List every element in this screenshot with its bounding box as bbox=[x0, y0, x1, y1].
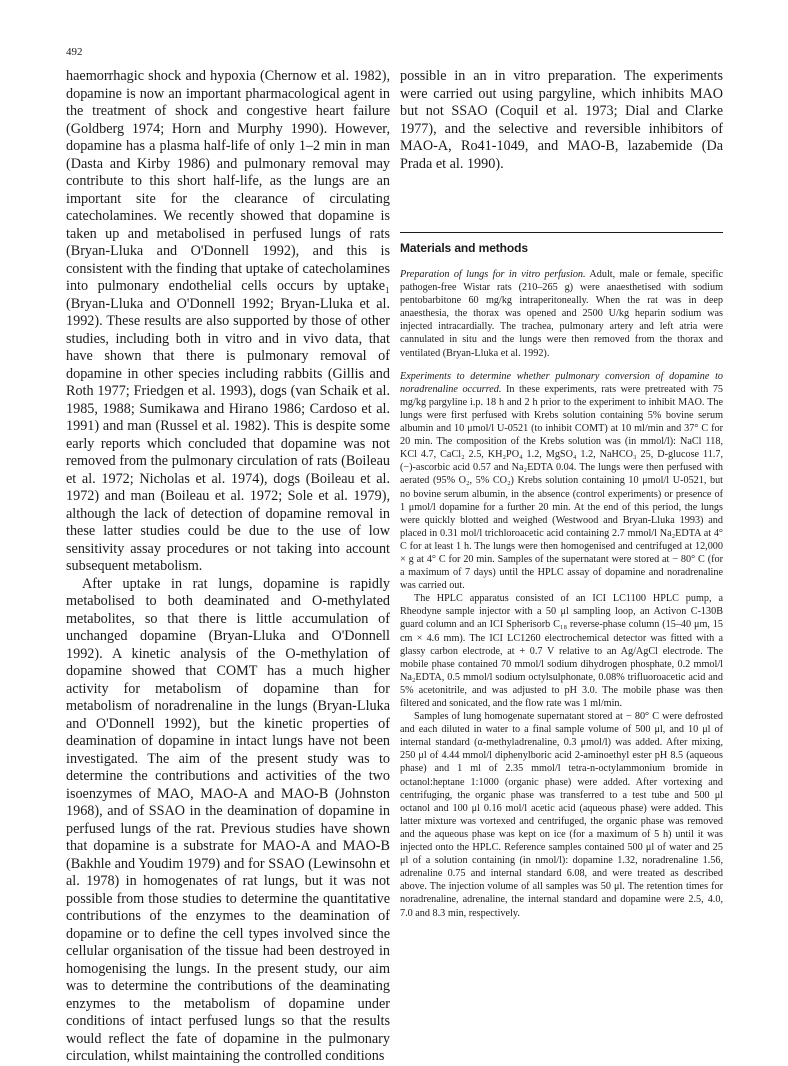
body-paragraph: After uptake in rat lungs, dopamine is rapidly metabolised to both deaminated and O-methylated metabolites, so that there is little accumulation of unchanged dopamine (Bryan-Lluka and O'Donnell 1992). A kinetic analysis of the O-methylation of dopamine showed that COMT has a much higher activity for metabolism of dopamine than for metabolism of noradrenaline in the lungs (Bryan-Lluka and O'Donnell 1992), but the kinetic properties of deamination of dopamine in intact lungs have not been investigated. The aim of the present study was to determine the contributions and activities of the two isoenzymes of MAO, MAO-A and MAO-B (Johnston 1968), and of SSAO in the deamination of dopamine in perfused lungs of the rat. Previous studies have shown that dopamine is a substrate for MAO-A and MAO-B (Bakhle and Youdim 1979) and for SSAO (Lewinsohn et al. 1978) in homogenates of rat lungs, but it was not possible from those studies to determine the quantitative contributions of the enzymes to the deamination of dopamine or to define the cell types involved since the cellular organisation of the tissue had been destroyed in homogenising the lungs. In the present study, our aim was to determine the contributions of the deaminating enzymes to the metabolism of dopamine under conditions of intact perfused lungs so that the results would reflect the fate of dopamine in the pulmonary circulation, whilst maintaining the controlled conditions bbox=[66, 575, 390, 1064]
paragraph-text: Samples of lung homogenate supernatant stored at − 80° C were defrosted and each diluted in water to a final sample volume of 500 μl, and 10 μl of internal standard (α-methyladrenaline, 0.3 μmol/l) was added. After mixing, 250 μl of 4.44 mmol/l diphenylboric acid 2-aminoethyl ester pH 8.5 (aqueous phase) and 1 ml of 2.35 mmol/l tetra-n-octylammonium bromide in octanol:heptane 1:1000 (organic phase) were added. After vortexing and centrifuging, the organic phase was transferred to a test tube and 500 μl octanol and 100 μl 0.16 mol/l acetic acid (aqueous phase) were added. This latter mixture was vortexed and centrifuged, the organic phase was removed and the aqueous phase was kept on ice (for a maximum of 5 h) until it was injected onto the HPLC. Reference samples contained 500 μl of water and 25 μl of a solution containing (in nmol/l): dopamine 1.32, noradrenaline 1.56, adrenaline 0.75 and internal standard 6.08, and were treated as described above. The injection volume of all samples was 50 μl. The retention times for noradrenaline, adrenaline, the internal standard and dopamine were 2.5, 4.0, 7.0 and 8.3 min, respectively. bbox=[400, 711, 723, 919]
methods-paragraph bbox=[400, 710, 723, 920]
methods-paragraph bbox=[400, 592, 723, 710]
methods-paragraph bbox=[400, 370, 723, 593]
runin-heading: Preparation of lungs for in vitro perfusion. bbox=[400, 269, 586, 280]
section-rule bbox=[400, 232, 723, 233]
left-column bbox=[66, 68, 390, 1066]
body-paragraph: possible in an in vitro preparation. The experiments were carried out using pargyline, which inhibits MAO but not SSAO (Coquil et al. 1973; Dial and Clarke 1977), and the selective and reversible inhibitors of MAO-A, Ro41-1049, and MAO-B, lazabemide (Da Prada et al. 1990). bbox=[400, 68, 723, 172]
body-paragraph: haemorrhagic shock and hypoxia (Chernow et al. 1982), dopamine is now an important pharmacological agent in the treatment of shock and congestive heart failure (Goldberg 1974; Horn and Murphy 1990). However, dopamine has a plasma half-life of only 1–2 min in man (Dasta and Kirby 1986) and pulmonary removal may contribute to this short half-life, as the lungs are an important site for the clearance of circulating catecholamines. We recently showed that dopamine is taken up and metabolised in perfused lungs of rats (Bryan-Lluka and O'Donnell 1992), and this is consistent with the finding that uptake of catecholamines into pulmonary endothelial cells occurs by uptake₁ (Bryan-Lluka and O'Donnell 1992; Bryan-Lluka et al. 1992). These results are also supported by those of other studies, including both in vitro and in vivo data, that have shown that there is pulmonary removal of dopamine in other species including rabbits (Gillis and Roth 1977; Friedgen et al. 1993), dogs (van Schaik et al. 1985, 1988; Sumikawa and Hirano 1986; Cardoso et al. 1991) and man (Russel et al. 1982). This is despite some early reports which concluded that dopamine was not removed from the pulmonary circulation of rats (Boileau et al. 1972; Nicholas et al. 1974), dogs (Boileau et al. 1972) and man (Boileau et al. 1972; Sole et al. 1979), although the lack of detection of dopamine removal in these latter studies could be due to the use of low sensitivity assay procedures or not taking into account subsequent metabolism. bbox=[66, 68, 390, 574]
section-heading: Materials and methods bbox=[400, 241, 528, 255]
runin-heading: Experiments to determine whether pulmonary conversion of dopamine to noradrenaline occurred. bbox=[400, 370, 723, 395]
paragraph-text: The HPLC apparatus consisted of an ICI LC1100 HPLC pump, a Rheodyne sample injector with a 50 μl sampling loop, an Activon C-130B guard column and an ICI Spherisorb C₁₈ reverse-phase column (15–40 μm, 15 cm × 4.6 mm). The ICI LC1260 electrochemical detector was fitted with a glassy carbon electrode, at + 0.7 V relative to an Ag/AgCl electrode. The mobile phase contained 70 mmol/l sodium dihydrogen phosphate, 0.2 mmol/l Na₂EDTA, 0.5 mmol/l sodium octylsulphonate, 0.08% trifluoroacetic acid and 5% acetonitrile, and was adjusted to pH 3.0. The mobile phase was then filtered and sonicated, and the flow rate was 1 ml/min. bbox=[400, 593, 723, 709]
right-column bbox=[400, 68, 723, 920]
paragraph-text: Adult, male or female, specific pathogen-free Wistar rats (210–265 g) were anaesthetised with sodium pentobarbitone 60 mg/kg intraperitoneally. When the rat was in deep anaesthesia, the thorax was opened and 2500 U/kg heparin sodium was injected intracardially. The trachea, pulmonary artery and left atria were cannulated in situ and the lungs were then removed from the thorax and ventilated (Bryan-Lluka et al. 1992). bbox=[400, 269, 723, 359]
methods-paragraph bbox=[400, 268, 723, 360]
page-number: 492 bbox=[66, 46, 83, 58]
paragraph-text: In these experiments, rats were pretreated with 75 mg/kg pargyline i.p. 18 h and 2 h prior to the experiment to inhibit MAO. The lungs were first perfused with Krebs solution containing 5% bovine serum albumin and 10 μmol/l U-0521 (to inhibit COMT) at 10 ml/min and 37° C for 20 min. The composition of the Krebs solution was (in mmol/l): NaCl 118, KCl 4.7, CaCl₂ 2.5, KH₂PO₄ 1.2, MgSO₄ 1.2, NaHCO₃ 25, D-glucose 11.7, (−)-ascorbic acid 0.57 and Na₂EDTA 0.04. The lungs were then perfused with aerated (95% O₂, 5% CO₂) Krebs solution containing 10 μmol/l U-0521, but no bovine serum albumin, in the absence (control experiments) or presence of 1 μmol/l dopamine for a further 20 min. At the end of this period, the lungs were quickly blotted and weighed (Westwood and Bryan-Lluka 1993) and placed in 0.31 mol/l trichloroacetic acid containing 2.7 mmol/l Na₂EDTA at 4° C for at least 1 h. The lungs were then homogenised and centrifuged at 12,000 × g at 4° C for 20 min. Samples of the supernatant were stored at − 80° C (for a maximum of 7 days) until the HPLC assay of dopamine and noradrenaline was carried out. bbox=[400, 383, 724, 592]
